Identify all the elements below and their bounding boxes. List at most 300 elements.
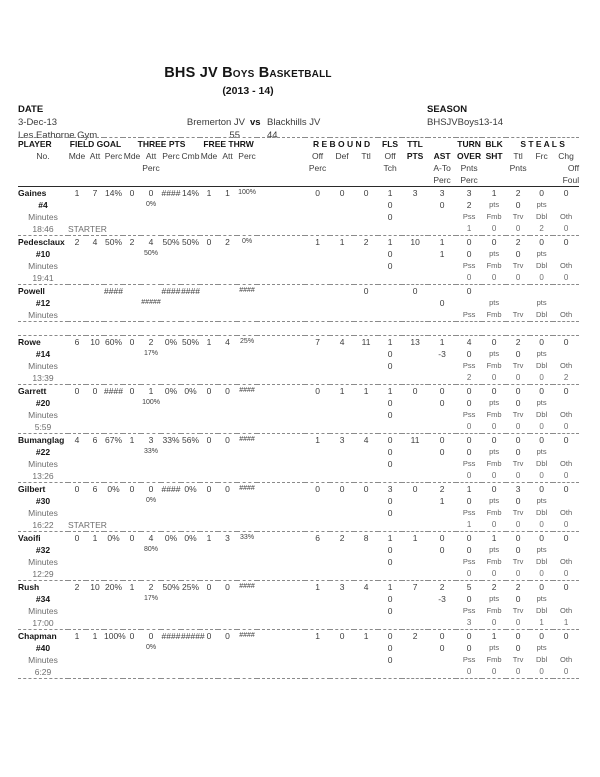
empty-cell xyxy=(354,174,378,187)
stat-steals-chg: 0 xyxy=(563,631,569,641)
stat-3p-made xyxy=(123,285,141,298)
stat-reb-off: 1 xyxy=(315,435,320,445)
dbl-label: Dbl xyxy=(535,508,548,517)
empty-cell xyxy=(104,372,123,385)
empty-cell xyxy=(86,360,104,372)
stat-total-pts: 0 xyxy=(412,386,418,396)
stat-fg-made: 2 xyxy=(74,582,80,592)
empty-cell xyxy=(86,568,104,581)
empty-cell xyxy=(237,397,257,409)
away-team: Blackhills JV xyxy=(267,117,321,128)
fmb-label: Fmb xyxy=(486,606,502,615)
stat-ast-a-to: 0 xyxy=(439,447,445,457)
stat-to-oth: 2 xyxy=(563,373,569,382)
empty-cell xyxy=(330,309,354,322)
stat-ast-a-to: 0 xyxy=(439,298,445,308)
col-header-steals: S T E A L S xyxy=(520,139,565,149)
player-row-number xyxy=(18,495,579,507)
empty-cell xyxy=(330,272,354,285)
empty-cell xyxy=(237,654,257,666)
stat-steals-pnts: 0 xyxy=(515,496,521,506)
stat-3p-made: 0 xyxy=(129,337,135,347)
player-row-number xyxy=(18,593,579,605)
empty-cell xyxy=(86,654,104,666)
stat-ft-made: 1 xyxy=(206,337,212,347)
empty-cell xyxy=(218,260,237,272)
empty-cell xyxy=(181,519,200,532)
empty-cell xyxy=(553,593,579,605)
pts-label: pts xyxy=(536,545,547,554)
empty-cell xyxy=(218,568,237,581)
stat-total-pts: 11 xyxy=(410,435,420,445)
gap-cell xyxy=(257,593,305,605)
empty-cell xyxy=(68,654,86,666)
empty-cell xyxy=(181,605,200,617)
minutes-played: 18:46 xyxy=(32,224,54,234)
stat-steals-pnts: 0 xyxy=(515,398,521,408)
home-team: Bremerton JV xyxy=(186,117,245,128)
empty-cell xyxy=(68,458,86,470)
player-row-minutes xyxy=(18,409,579,421)
empty-cell xyxy=(330,605,354,617)
pts-label: pts xyxy=(536,200,547,209)
empty-cell xyxy=(86,309,104,322)
header-row-sub2 xyxy=(18,162,579,174)
empty-cell xyxy=(86,642,104,654)
stat-assists: 0 xyxy=(439,631,445,641)
stat-blocks: 1 xyxy=(491,188,497,198)
stat-to-pnts: 2 xyxy=(466,200,472,210)
empty-cell xyxy=(354,162,378,174)
stat-fouls: 0 xyxy=(387,631,393,641)
stat-3p-att-perc: 17% xyxy=(144,595,159,602)
empty-cell xyxy=(86,458,104,470)
empty-cell xyxy=(161,348,181,360)
stat-ft-perc: 33% xyxy=(240,534,255,541)
empty-cell xyxy=(237,605,257,617)
empty-cell xyxy=(181,223,200,236)
gap-cell xyxy=(257,421,305,434)
stat-steals-pnts xyxy=(506,297,530,309)
empty-cell xyxy=(354,372,378,385)
player-block-vaoifi xyxy=(18,532,579,581)
stat-turnovers: 0 xyxy=(466,631,472,641)
empty-cell xyxy=(354,593,378,605)
empty-cell xyxy=(354,199,378,211)
empty-cell xyxy=(161,605,181,617)
dbl-label: Dbl xyxy=(535,459,548,468)
player-number: #32 xyxy=(35,545,51,555)
pts-label: pts xyxy=(489,298,500,307)
stat-blocks xyxy=(482,285,506,298)
empty-cell xyxy=(378,421,402,434)
gap-cell xyxy=(257,199,305,211)
stat-3p-att-perc: 0% xyxy=(145,644,157,651)
stat-reb-def: 1 xyxy=(339,386,345,396)
empty-cell xyxy=(428,211,456,223)
empty-cell xyxy=(553,397,579,409)
pts-label: pts xyxy=(536,643,547,652)
trv-label: Trv xyxy=(512,655,524,664)
empty-cell xyxy=(161,507,181,519)
stat-ast-a-to: 0 xyxy=(439,398,445,408)
minutes-label: Minutes xyxy=(28,410,58,420)
col-header-rb-def: Def xyxy=(335,151,349,161)
empty-cell xyxy=(218,211,237,223)
gap-cell xyxy=(257,272,305,285)
empty-cell xyxy=(330,458,354,470)
col-header-rebound: R E B O U N D xyxy=(312,139,371,149)
stat-to-pnts: 0 xyxy=(466,349,472,359)
stat-reb-def xyxy=(330,285,354,298)
empty-cell xyxy=(68,260,86,272)
empty-cell xyxy=(428,372,456,385)
gap-cell xyxy=(257,470,305,483)
stat-steals-frc: 0 xyxy=(539,435,544,445)
stat-3p-att: 2 xyxy=(148,582,154,592)
stat-steals-ttl: 3 xyxy=(515,484,521,494)
dbl-label: Dbl xyxy=(535,655,548,664)
empty-cell xyxy=(330,654,354,666)
stat-steals-frc: 0 xyxy=(539,188,544,198)
empty-cell xyxy=(237,211,257,223)
player-block-garrett xyxy=(18,385,579,434)
col-header-no: No. xyxy=(36,151,50,161)
stat-3p-att-perc: 50% xyxy=(144,250,159,257)
stat-ft-perc: 0% xyxy=(241,238,253,245)
col-header-fls-off: Off xyxy=(384,151,396,161)
stat-3p-cmb: 0% xyxy=(184,533,197,543)
fmb-label: Fmb xyxy=(486,310,502,319)
empty-cell xyxy=(402,666,428,679)
empty-cell xyxy=(354,297,378,309)
gap-cell xyxy=(257,174,305,187)
stat-total-pts: 1 xyxy=(412,533,418,543)
empty-cell xyxy=(86,348,104,360)
empty-cell xyxy=(402,174,428,187)
empty-cell xyxy=(330,360,354,372)
stat-fouls-3: 0 xyxy=(387,410,393,420)
fmb-label: Fmb xyxy=(486,361,502,370)
pss-label: Pss xyxy=(462,508,476,517)
player-number: #22 xyxy=(35,447,51,457)
empty-cell xyxy=(218,544,237,556)
player-row-number xyxy=(18,642,579,654)
stat-fouls: 1 xyxy=(387,582,393,592)
stat-fouls-2: 0 xyxy=(387,496,393,506)
player-name: Rowe xyxy=(18,337,41,347)
empty-cell xyxy=(141,654,161,666)
empty-cell xyxy=(161,372,181,385)
empty-cell xyxy=(181,409,200,421)
stat-to-pss: 0 xyxy=(466,569,472,578)
stat-3p-perc: 0% xyxy=(164,533,178,543)
stat-ft-made: 0 xyxy=(206,237,212,247)
empty-cell xyxy=(181,309,200,322)
stat-fg-att: 1 xyxy=(92,533,98,543)
empty-cell xyxy=(428,654,456,666)
empty-cell xyxy=(161,223,181,236)
empty-cell xyxy=(161,654,181,666)
empty-cell xyxy=(86,174,104,187)
stat-steals-frc: 0 xyxy=(539,484,544,494)
col-header-rb-off: Off xyxy=(311,151,324,161)
empty-cell xyxy=(402,199,428,211)
empty-cell xyxy=(141,272,161,285)
col-header-player: PLAYER xyxy=(18,139,52,149)
stat-reb-off: 7 xyxy=(315,337,320,347)
player-row-minutes xyxy=(18,507,579,519)
stat-assists: 0 xyxy=(439,386,445,396)
starter-flag: STARTER xyxy=(68,520,107,530)
empty-cell xyxy=(237,199,257,211)
stat-fouls-2: 0 xyxy=(387,249,393,259)
stat-total-pts: 13 xyxy=(410,337,420,347)
empty-cell xyxy=(86,421,104,434)
stat-3p-att: 4 xyxy=(148,237,154,247)
gap-cell xyxy=(257,654,305,666)
stat-to-pnts: 0 xyxy=(466,447,472,457)
empty-cell xyxy=(141,211,161,223)
empty-cell xyxy=(305,211,330,223)
empty-cell xyxy=(68,642,86,654)
stat-reb-ttl: 8 xyxy=(363,533,369,543)
empty-cell xyxy=(123,568,141,581)
empty-cell xyxy=(200,446,218,458)
empty-cell xyxy=(330,397,354,409)
stat-steals-frc: 0 xyxy=(539,237,544,247)
player-row-number xyxy=(18,348,579,360)
gap-cell xyxy=(257,336,305,349)
empty-cell xyxy=(330,223,354,236)
dbl-label: Dbl xyxy=(535,212,548,221)
player-name: Vaoifi xyxy=(18,533,41,543)
stat-blocks: 1 xyxy=(491,533,497,543)
empty-cell xyxy=(330,617,354,630)
empty-cell xyxy=(200,309,218,322)
gap-cell xyxy=(257,409,305,421)
stat-steals-chg xyxy=(553,285,579,298)
col-header-tp-cmb: Cmb xyxy=(181,151,200,161)
empty-cell xyxy=(181,174,200,187)
empty-cell xyxy=(378,174,402,187)
empty-cell xyxy=(200,654,218,666)
stat-steals-ttl: 0 xyxy=(515,631,521,641)
empty-cell xyxy=(68,297,86,309)
stat-fg-perc: 0% xyxy=(107,484,120,494)
stat-to-pnts: 0 xyxy=(466,496,472,506)
empty-cell xyxy=(330,260,354,272)
player-name: Garrett xyxy=(18,386,47,396)
empty-cell xyxy=(181,211,200,223)
gap-cell xyxy=(257,360,305,372)
empty-cell xyxy=(428,507,456,519)
empty-cell xyxy=(237,309,257,322)
empty-cell xyxy=(402,519,428,532)
stat-steals-chg: 0 xyxy=(563,435,569,445)
stat-3p-att-perc: 0% xyxy=(145,201,157,208)
empty-cell xyxy=(181,556,200,568)
stat-3p-att-perc: 17% xyxy=(144,350,159,357)
minutes-played: 5:59 xyxy=(34,422,52,432)
stat-fouls-3: 0 xyxy=(387,261,393,271)
empty-cell xyxy=(123,162,141,174)
stat-turnovers: 0 xyxy=(466,435,472,445)
gap-cell xyxy=(257,223,305,236)
stat-to-pss: 1 xyxy=(466,224,472,233)
stat-reb-def: 0 xyxy=(339,484,345,494)
empty-cell xyxy=(354,397,378,409)
empty-cell xyxy=(237,519,257,532)
empty-cell xyxy=(354,605,378,617)
stat-to-fmb: 0 xyxy=(491,224,497,233)
empty-cell xyxy=(218,666,237,679)
trv-label: Trv xyxy=(512,557,524,566)
empty-cell xyxy=(141,421,161,434)
empty-cell xyxy=(104,360,123,372)
col-header-over-pnts-perc: Perc xyxy=(460,175,478,185)
stat-steals-ttl: 2 xyxy=(515,337,521,347)
empty-cell xyxy=(428,421,456,434)
empty-cell xyxy=(506,174,530,187)
stat-to-trv: 0 xyxy=(515,618,521,627)
minutes-label: Minutes xyxy=(28,508,58,518)
minutes-played: 12:29 xyxy=(32,569,54,579)
pss-label: Pss xyxy=(462,361,476,370)
spacer-row xyxy=(18,322,579,336)
stat-steals-frc: 0 xyxy=(539,631,544,641)
empty-cell xyxy=(200,458,218,470)
empty-cell xyxy=(428,309,456,322)
empty-cell xyxy=(305,309,330,322)
player-name: Powell xyxy=(18,286,45,296)
empty-cell xyxy=(428,617,456,630)
stat-to-oth: 0 xyxy=(563,569,569,578)
empty-cell xyxy=(218,495,237,507)
col-header-blk: BLK xyxy=(485,139,503,149)
empty-cell xyxy=(305,174,330,187)
empty-cell xyxy=(218,174,237,187)
empty-cell xyxy=(104,348,123,360)
minutes-label: Minutes xyxy=(28,557,58,567)
stat-to-dbl: 0 xyxy=(539,422,544,431)
stat-ft-perc: #### xyxy=(239,632,255,639)
col-header-st-frc: Frc xyxy=(535,151,548,161)
empty-cell xyxy=(200,470,218,483)
stat-reb-ttl: 0 xyxy=(363,286,369,296)
empty-cell xyxy=(237,162,257,174)
fmb-label: Fmb xyxy=(486,261,502,270)
stat-fg-perc: #### xyxy=(104,286,123,296)
empty-cell xyxy=(161,211,181,223)
empty-cell xyxy=(402,654,428,666)
stat-steals-ttl: 2 xyxy=(515,188,521,198)
empty-cell xyxy=(218,458,237,470)
empty-cell xyxy=(218,223,237,236)
stat-fg-att: 7 xyxy=(92,188,98,198)
empty-cell xyxy=(200,360,218,372)
empty-cell xyxy=(68,199,86,211)
stat-steals-chg: 0 xyxy=(563,533,569,543)
stat-3p-cmb: 0% xyxy=(184,484,197,494)
stat-ft-perc: #### xyxy=(239,583,255,590)
oth-label: Oth xyxy=(560,606,573,615)
gap-cell xyxy=(257,568,305,581)
player-block-bumanglag xyxy=(18,434,579,483)
oth-label: Oth xyxy=(560,508,573,517)
empty-cell xyxy=(123,174,141,187)
player-block-pedesclaux xyxy=(18,236,579,285)
empty-cell xyxy=(402,421,428,434)
empty-cell xyxy=(161,248,181,260)
stat-ast-a-to: 1 xyxy=(439,249,445,259)
table-header xyxy=(18,138,579,187)
empty-cell xyxy=(402,409,428,421)
stat-fg-made: 6 xyxy=(74,337,80,347)
player-number: #4 xyxy=(38,200,48,210)
player-block-gilbert xyxy=(18,483,579,532)
minutes-label: Minutes xyxy=(28,361,58,371)
empty-cell xyxy=(104,199,123,211)
empty-cell xyxy=(218,642,237,654)
fmb-label: Fmb xyxy=(486,655,502,664)
empty-cell xyxy=(141,568,161,581)
stat-to-dbl: 0 xyxy=(539,471,544,480)
empty-cell xyxy=(237,666,257,679)
empty-cell xyxy=(218,593,237,605)
empty-cell xyxy=(141,519,161,532)
stat-fg-att: 0 xyxy=(92,386,98,396)
empty-cell xyxy=(123,421,141,434)
empty-cell xyxy=(123,199,141,211)
empty-cell xyxy=(104,309,123,322)
empty-cell xyxy=(218,654,237,666)
stat-steals-frc: 0 xyxy=(539,337,544,347)
empty-cell xyxy=(305,654,330,666)
empty-cell xyxy=(86,544,104,556)
empty-cell xyxy=(68,409,86,421)
player-row-time xyxy=(18,470,579,483)
stats-table xyxy=(18,137,579,679)
empty-cell xyxy=(68,556,86,568)
empty-cell xyxy=(104,409,123,421)
stat-fouls-3: 0 xyxy=(387,606,393,616)
empty-cell xyxy=(354,495,378,507)
trv-label: Trv xyxy=(512,459,524,468)
minutes-played: 16:22 xyxy=(32,520,54,530)
stat-ft-att: 0 xyxy=(225,484,230,494)
empty-cell xyxy=(104,174,123,187)
empty-cell xyxy=(553,446,579,458)
empty-cell xyxy=(305,666,330,679)
col-header-ast: AST xyxy=(433,151,451,161)
vs-label: vs xyxy=(250,117,261,128)
empty-cell xyxy=(402,470,428,483)
stat-fg-made: 1 xyxy=(74,631,80,641)
empty-cell xyxy=(68,666,86,679)
pts-label: pts xyxy=(489,398,500,407)
pss-label: Pss xyxy=(462,557,476,566)
gap-cell xyxy=(257,617,305,630)
empty-cell xyxy=(161,174,181,187)
stat-reb-ttl: 4 xyxy=(363,435,369,445)
away-score: 44 xyxy=(267,129,278,141)
empty-cell xyxy=(237,446,257,458)
gap-cell xyxy=(257,458,305,470)
empty-cell xyxy=(330,470,354,483)
stat-3p-made: 0 xyxy=(129,484,135,494)
dbl-label: Dbl xyxy=(535,361,548,370)
